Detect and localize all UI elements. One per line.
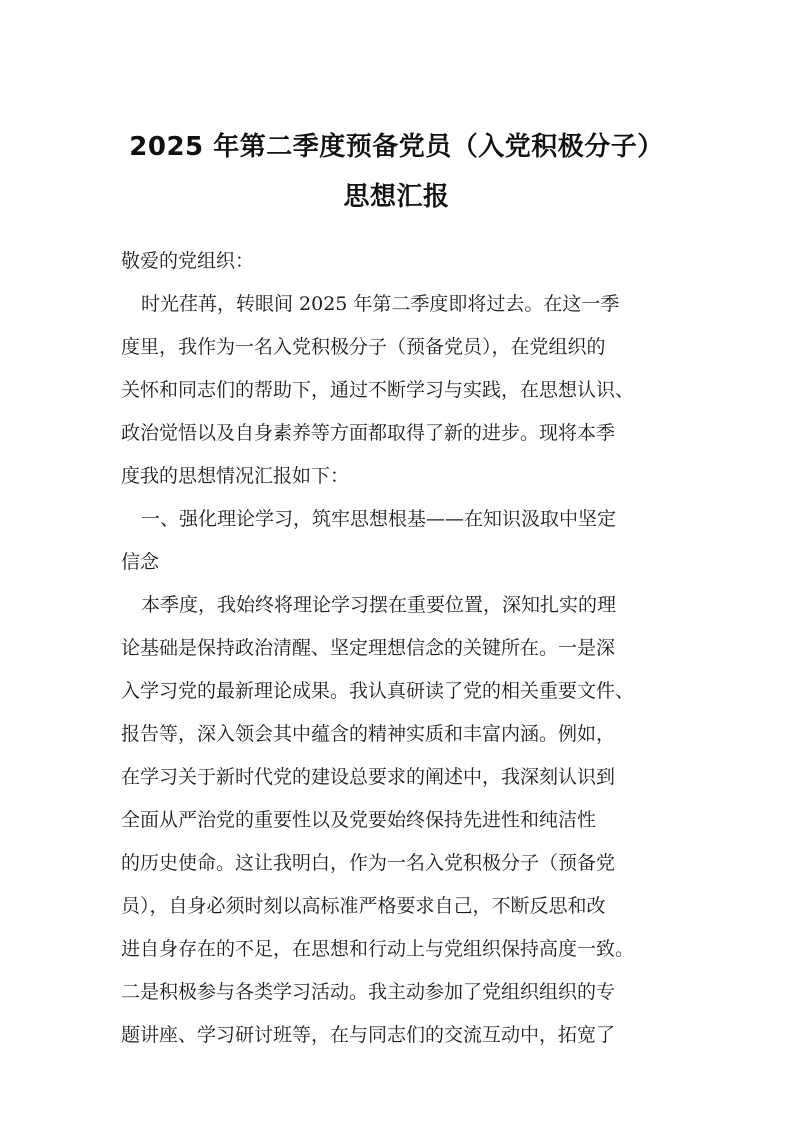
body-line: 本季度，我始终将理论学习摆在重要位置，深知扎实的理 — [141, 594, 617, 616]
body-line: 的历史使命。这让我明白，作为一名入党积极分子（预备党 — [121, 852, 616, 874]
section-heading-1: 一、强化理论学习，筑牢思想根基——在知识汲取中坚定 — [141, 508, 617, 530]
body-line: 度我的思想情况汇报如下： — [121, 465, 350, 487]
salutation: 敬爱的党组织： — [121, 250, 255, 272]
body-line: 论基础是保持政治清醒、坚定理想信念的关键所在。一是深 — [121, 637, 616, 659]
body-line: 进自身存在的不足，在思想和行动上与党组织保持高度一致。 — [121, 938, 635, 960]
document-title-line-1: 2025 年第二季度预备党员（入党积极分子） — [129, 132, 664, 162]
body-line: 全面从严治党的重要性以及党要始终保持先进性和纯洁性 — [121, 809, 597, 831]
body-line: 员），自身必须时刻以高标准严格要求自己，不断反思和改 — [121, 895, 606, 917]
body-line: 在学习关于新时代党的建设总要求的阐述中，我深刻认识到 — [121, 766, 616, 788]
body-line: 报告等，深入领会其中蕴含的精神实质和丰富内涵。例如， — [121, 723, 616, 745]
body-line: 政治觉悟以及自身素养等方面都取得了新的进步。现将本季 — [121, 422, 616, 444]
body-line: 入学习党的最新理论成果。我认真研读了党的相关重要文件、 — [121, 680, 635, 702]
document-title-line-2: 思想汇报 — [343, 182, 450, 212]
body-line: 关怀和同志们的帮助下，通过不断学习与实践，在思想认识、 — [121, 379, 635, 401]
body-line: 度里，我作为一名入党积极分子（预备党员），在党组织的 — [121, 336, 606, 358]
body-line: 时光荏苒，转眼间 2025 年第二季度即将过去。在这一季 — [141, 293, 620, 315]
section-heading-1-continued: 信念 — [121, 551, 160, 573]
body-line: 题讲座、学习研讨班等，在与同志们的交流互动中，拓宽了 — [121, 1024, 616, 1046]
body-line: 二是积极参与各类学习活动。我主动参加了党组织组织的专 — [121, 981, 616, 1003]
